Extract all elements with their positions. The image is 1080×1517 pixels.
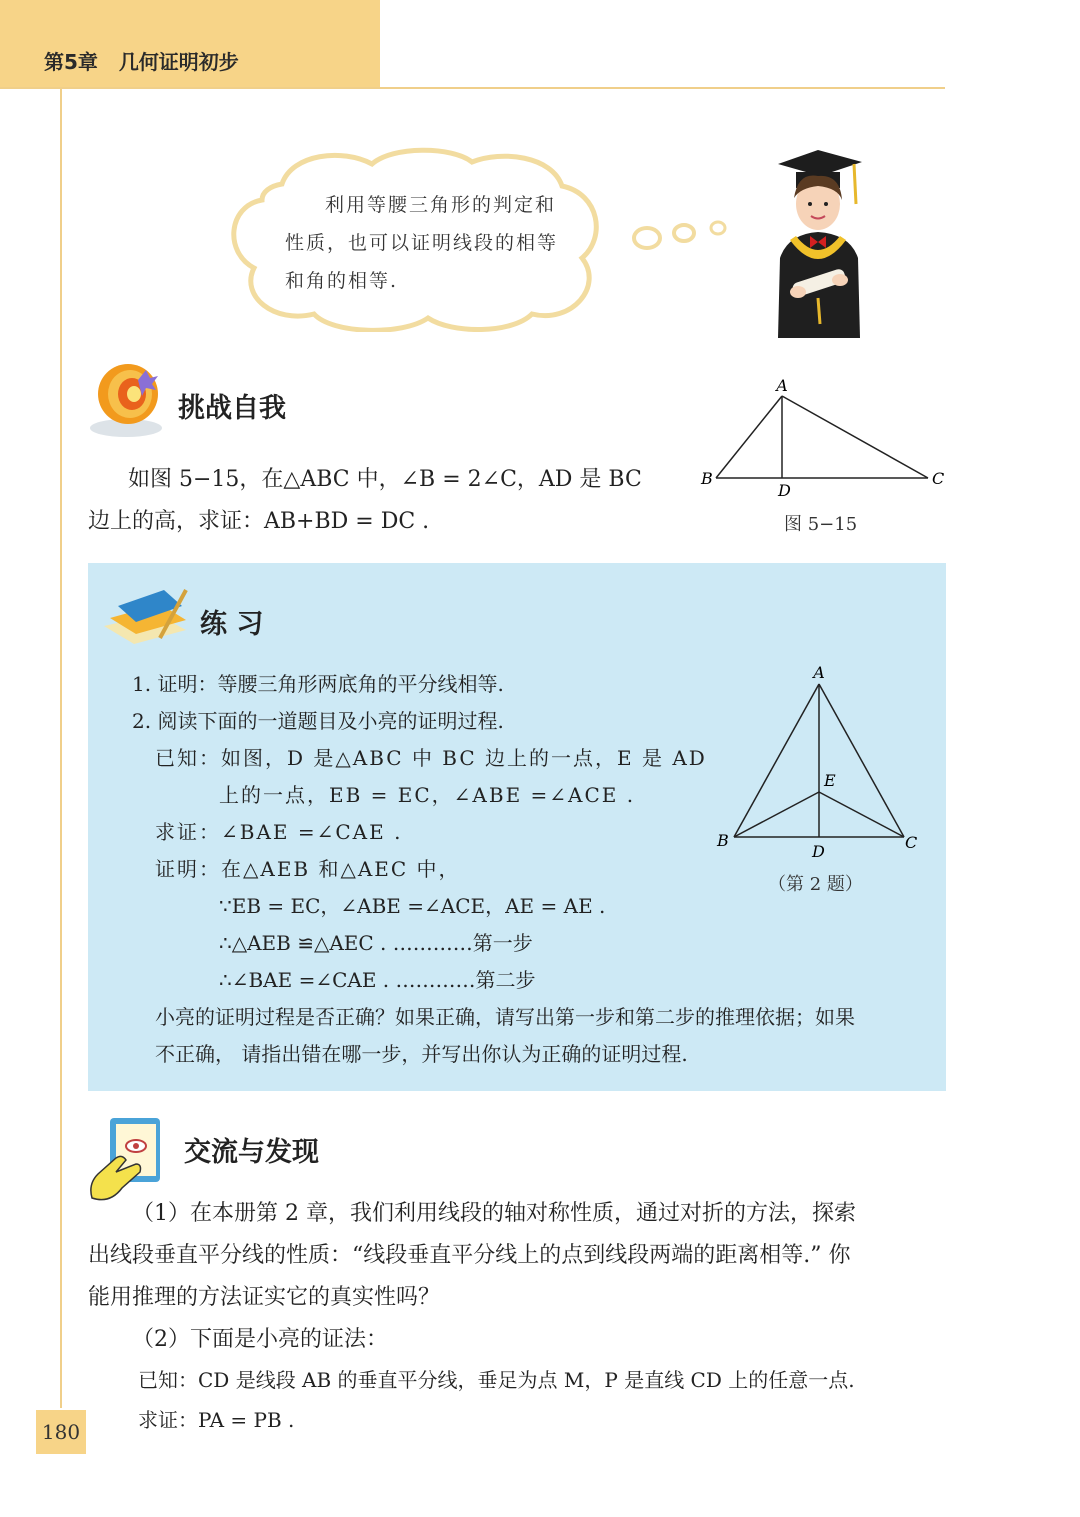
chapter-number: 第5章 <box>44 50 98 74</box>
pointing-hand-icon <box>86 1114 178 1208</box>
graduate-student-illustration <box>758 148 878 338</box>
bubble-line-2: 性质，也可以证明线段的相等 <box>285 232 559 254</box>
practice-title: 练 习 <box>200 609 264 640</box>
label-C: C <box>905 833 918 852</box>
practice-proof-line-2: ∴△AEB ≌△AEC . …………第一步 <box>219 931 533 955</box>
chapter-title <box>44 46 239 75</box>
figure-problem-2-caption: （第 2 题） <box>768 874 863 895</box>
discovery-p2: （2）下面是小亮的证法： <box>132 1327 388 1352</box>
challenge-problem-line-2: 边上的高，求证：AB+BD = DC . <box>88 509 430 534</box>
bubble-line-1: 利用等腰三角形的判定和 <box>325 194 557 216</box>
label-D: D <box>812 842 825 861</box>
label-B: B <box>701 469 713 488</box>
left-margin-rule <box>60 88 62 1408</box>
practice-prove: 求证：∠BAE =∠CAE . <box>155 820 403 844</box>
practice-item-1: 1. 证明：等腰三角形两底角的平分线相等. <box>132 672 504 696</box>
discovery-title: 交流与发现 <box>184 1137 319 1168</box>
target-icon <box>88 360 170 440</box>
practice-proof-line-3: ∴∠BAE =∠CAE . …………第二步 <box>219 968 536 992</box>
challenge-problem-line-1: 如图 5−15，在△ABC 中，∠B = 2∠C，AD 是 BC <box>128 467 642 492</box>
discovery-p1-line-2: 出线段垂直平分线的性质：“线段垂直平分线上的点到线段两端的距离相等.” 你 <box>88 1243 851 1268</box>
discovery-known: 已知：CD 是线段 AB 的垂直平分线，垂足为点 M，P 是直线 CD 上的任意一点. <box>138 1368 855 1392</box>
label-B: B <box>717 831 729 850</box>
practice-proof-line-0: 证明：在△AEB 和△AEC 中， <box>155 857 461 881</box>
practice-question-line-2: 不正确， 请指出错在哪一步，并写出你认为正确的证明过程. <box>155 1042 688 1066</box>
chapter-name: 几何证明初步 <box>118 50 239 74</box>
header-divider <box>0 87 945 89</box>
books-icon <box>100 584 190 648</box>
discovery-p1-line-3: 能用推理的方法证实它的真实性吗？ <box>88 1285 441 1310</box>
bubble-line-3: 和角的相等. <box>285 270 399 292</box>
figure-problem-2 <box>712 660 922 864</box>
practice-item-2: 2. 阅读下面的一道题目及小亮的证明过程. <box>132 709 504 733</box>
practice-known-line-1: 已知：如图，D 是△ABC 中 BC 边上的一点，E 是 AD <box>155 746 707 770</box>
label-D: D <box>778 481 791 500</box>
thought-bubble-dots <box>630 218 730 254</box>
practice-proof-line-1: ∵EB = EC，∠ABE =∠ACE，AE = AE . <box>219 894 606 918</box>
discovery-p1-line-1: （1）在本册第 2 章，我们利用线段的轴对称性质，通过对折的方法，探索 <box>132 1201 856 1226</box>
figure-5-15-caption: 图 5−15 <box>784 514 858 535</box>
label-A: A <box>813 663 825 682</box>
label-C: C <box>932 469 945 488</box>
label-E: E <box>824 771 836 790</box>
label-A: A <box>776 376 788 395</box>
discovery-prove: 求证：PA = PB . <box>138 1408 295 1432</box>
practice-question-line-1: 小亮的证明过程是否正确？如果正确，请写出第一步和第二步的推理依据；如果 <box>155 1005 855 1029</box>
practice-known-line-2: 上的一点，EB = EC，∠ABE =∠ACE . <box>219 783 636 807</box>
page-number: 180 <box>41 1420 81 1444</box>
challenge-title: 挑战自我 <box>178 393 286 424</box>
figure-5-15 <box>698 372 950 502</box>
